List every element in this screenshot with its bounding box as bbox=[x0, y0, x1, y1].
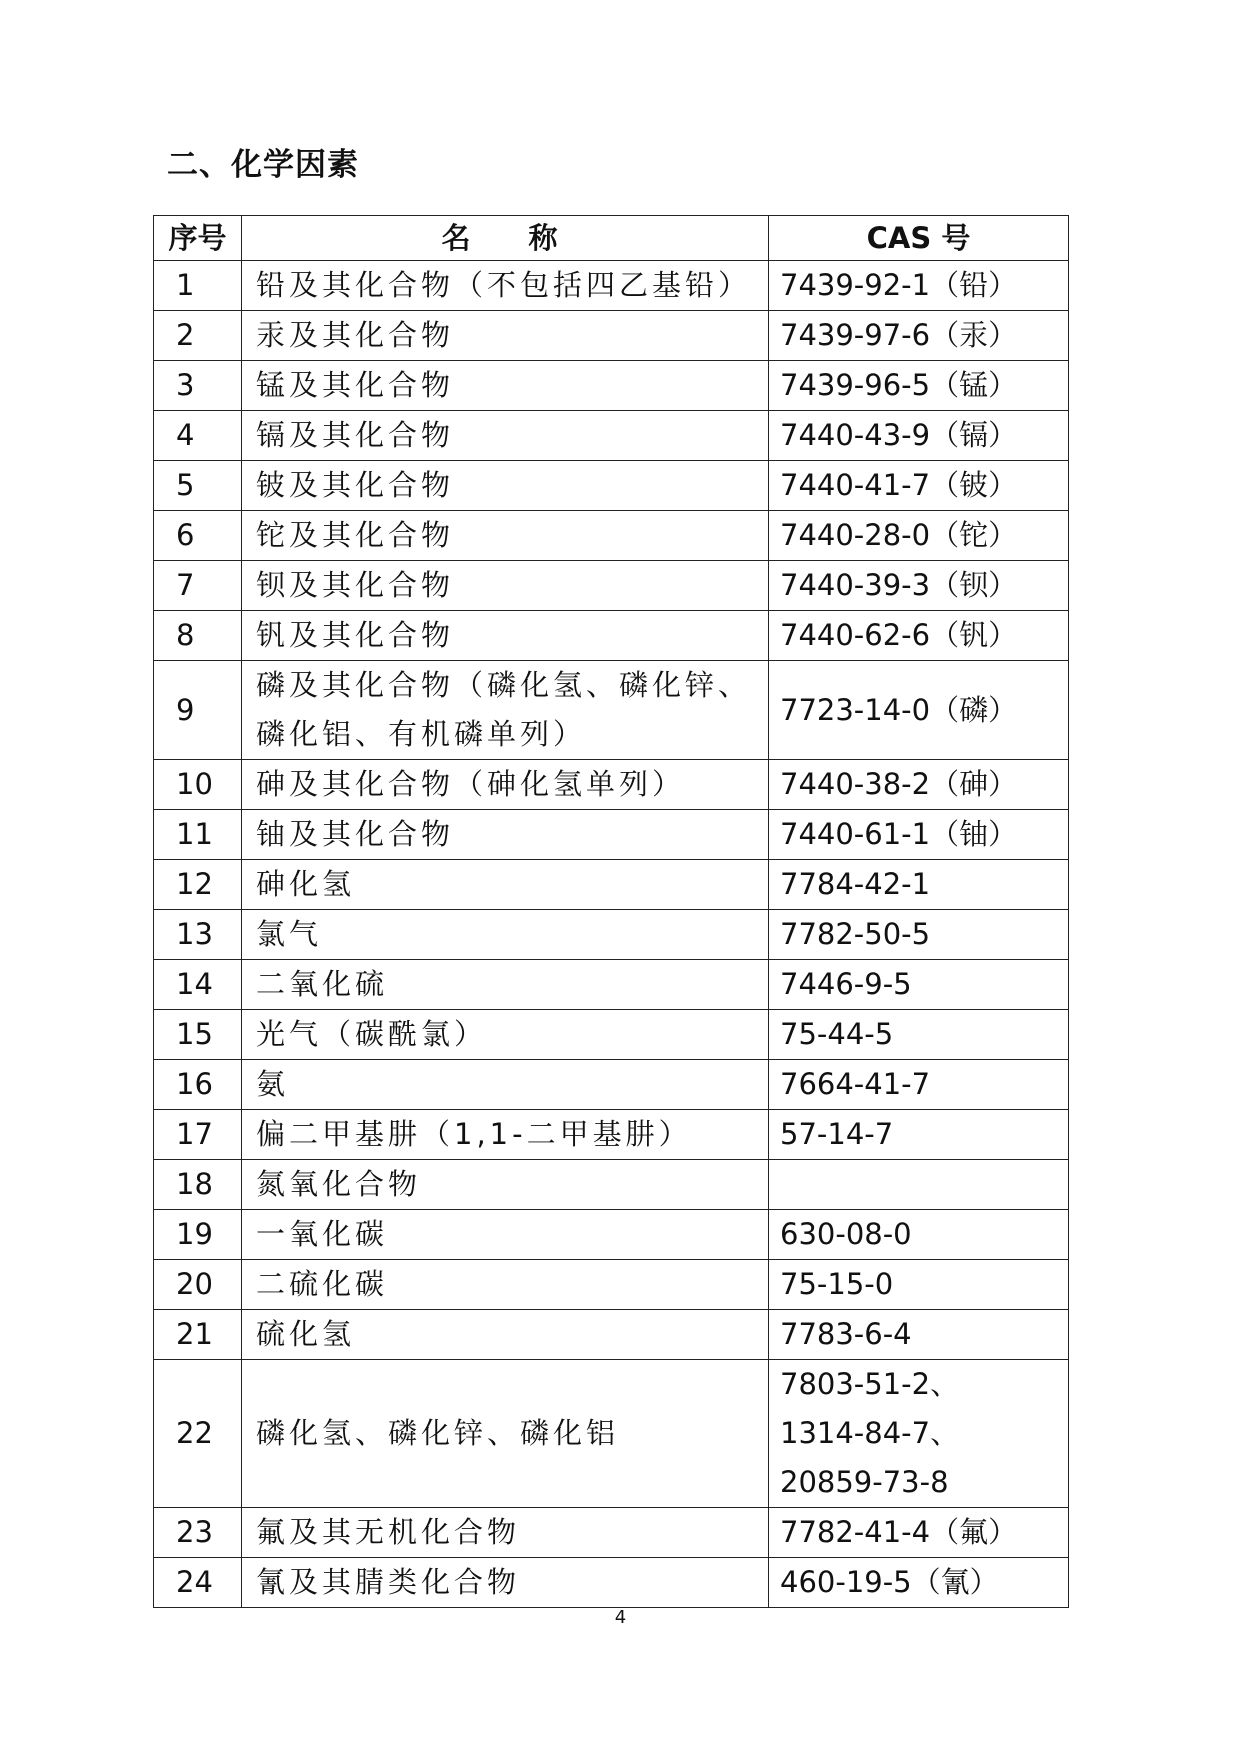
table-body bbox=[154, 261, 1069, 1608]
table-row bbox=[154, 361, 1069, 411]
cas-line: 7439-97-6（汞） bbox=[780, 318, 1018, 352]
chemical-factors-table bbox=[153, 215, 1069, 1608]
table-row bbox=[154, 1310, 1069, 1360]
row-name bbox=[242, 1310, 769, 1360]
cas-line: 7440-39-3（钡） bbox=[780, 568, 1018, 602]
row-cas bbox=[769, 461, 1069, 511]
row-name bbox=[242, 461, 769, 511]
name-line: 铊及其化合物 bbox=[256, 518, 455, 552]
row-index: 10 bbox=[154, 760, 242, 810]
header-cas: CAS 号 bbox=[769, 216, 1069, 261]
cas-line: 7440-61-1（铀） bbox=[780, 817, 1018, 851]
name-line: 锰及其化合物 bbox=[256, 368, 455, 402]
row-index: 4 bbox=[154, 411, 242, 461]
row-cas bbox=[769, 611, 1069, 661]
table-row bbox=[154, 1010, 1069, 1060]
row-index: 15 bbox=[154, 1010, 242, 1060]
row-cas bbox=[769, 1310, 1069, 1360]
row-cas bbox=[769, 361, 1069, 411]
cas-line: 7784-42-1 bbox=[780, 867, 931, 901]
row-name bbox=[242, 910, 769, 960]
cas-line bbox=[780, 1160, 1057, 1209]
name-line: 二氧化硫 bbox=[256, 967, 389, 1001]
row-name bbox=[242, 1010, 769, 1060]
row-cas bbox=[769, 1160, 1069, 1210]
name-line: 光气（碳酰氯） bbox=[256, 1017, 488, 1051]
name-line: 氰及其腈类化合物 bbox=[256, 1565, 521, 1599]
section-title: 二、化学因素 bbox=[167, 147, 359, 183]
cas-line: 7440-38-2（砷） bbox=[780, 767, 1018, 801]
table-row bbox=[154, 910, 1069, 960]
table-row bbox=[154, 1260, 1069, 1310]
row-name bbox=[242, 1360, 769, 1508]
name-line: 氟及其无机化合物 bbox=[256, 1515, 521, 1549]
name-line: 铀及其化合物 bbox=[256, 817, 455, 851]
row-cas bbox=[769, 311, 1069, 361]
page-number: 4 bbox=[614, 1607, 627, 1628]
row-name bbox=[242, 261, 769, 311]
row-cas bbox=[769, 511, 1069, 561]
table-row bbox=[154, 810, 1069, 860]
table-row bbox=[154, 960, 1069, 1010]
row-index: 2 bbox=[154, 311, 242, 361]
row-cas bbox=[769, 1210, 1069, 1260]
table-row bbox=[154, 1558, 1069, 1608]
row-name bbox=[242, 1060, 769, 1110]
cas-line: 460-19-5（氰） bbox=[780, 1565, 999, 1599]
row-name bbox=[242, 1508, 769, 1558]
row-name bbox=[242, 1210, 769, 1260]
row-name bbox=[242, 611, 769, 661]
table-row bbox=[154, 1360, 1069, 1508]
row-cas bbox=[769, 1060, 1069, 1110]
cas-line: 7664-41-7 bbox=[780, 1067, 931, 1101]
name-line: 二硫化碳 bbox=[256, 1267, 389, 1301]
cas-line: 7440-62-6（钒） bbox=[780, 618, 1018, 652]
row-index: 9 bbox=[154, 661, 242, 760]
row-index: 14 bbox=[154, 960, 242, 1010]
name-line: 钡及其化合物 bbox=[256, 568, 455, 602]
row-index: 21 bbox=[154, 1310, 242, 1360]
table-row bbox=[154, 511, 1069, 561]
name-line: 偏二甲基肼（1,1-二甲基肼） bbox=[256, 1117, 692, 1151]
cas-line: 7782-50-5 bbox=[780, 917, 931, 951]
row-name bbox=[242, 311, 769, 361]
row-cas bbox=[769, 860, 1069, 910]
row-cas bbox=[769, 1260, 1069, 1310]
row-index: 5 bbox=[154, 461, 242, 511]
row-name bbox=[242, 511, 769, 561]
row-index: 3 bbox=[154, 361, 242, 411]
cas-line: 7440-43-9（镉） bbox=[780, 418, 1018, 452]
table-row bbox=[154, 611, 1069, 661]
row-cas bbox=[769, 1508, 1069, 1558]
row-index: 11 bbox=[154, 810, 242, 860]
cas-line: 630-08-0 bbox=[780, 1217, 912, 1251]
row-index: 17 bbox=[154, 1110, 242, 1160]
header-index: 序号 bbox=[154, 216, 242, 261]
cas-line: 7440-41-7（铍） bbox=[780, 468, 1018, 502]
cas-line: 75-44-5 bbox=[780, 1017, 894, 1051]
name-line: 一氧化碳 bbox=[256, 1217, 389, 1251]
row-name bbox=[242, 960, 769, 1010]
table-row bbox=[154, 311, 1069, 361]
table-row bbox=[154, 261, 1069, 311]
header-name: 名称 bbox=[242, 216, 769, 261]
row-cas bbox=[769, 661, 1069, 760]
row-name bbox=[242, 361, 769, 411]
table-row bbox=[154, 661, 1069, 760]
name-line: 氨 bbox=[256, 1067, 290, 1101]
table-row bbox=[154, 760, 1069, 810]
row-index: 23 bbox=[154, 1508, 242, 1558]
cas-line: 75-15-0 bbox=[780, 1267, 894, 1301]
table-header-row bbox=[154, 216, 1069, 261]
row-cas bbox=[769, 561, 1069, 611]
cas-line: 7723-14-0（磷） bbox=[780, 692, 1018, 727]
table-row bbox=[154, 1060, 1069, 1110]
name-line: 砷及其化合物（砷化氢单列） bbox=[256, 767, 686, 801]
row-cas bbox=[769, 910, 1069, 960]
name-line: 氮氧化合物 bbox=[256, 1167, 422, 1201]
name-line: 铍及其化合物 bbox=[256, 468, 455, 502]
name-line: 汞及其化合物 bbox=[256, 318, 455, 352]
table-row bbox=[154, 860, 1069, 910]
row-cas bbox=[769, 1558, 1069, 1608]
row-index: 22 bbox=[154, 1360, 242, 1508]
name-line: 磷及其化合物（磷化氢、磷化锌、 bbox=[256, 668, 752, 702]
row-index: 12 bbox=[154, 860, 242, 910]
table-row bbox=[154, 1210, 1069, 1260]
row-index: 1 bbox=[154, 261, 242, 311]
row-name bbox=[242, 1558, 769, 1608]
row-index: 24 bbox=[154, 1558, 242, 1608]
row-cas bbox=[769, 261, 1069, 311]
name-line: 钒及其化合物 bbox=[256, 618, 455, 652]
name-line: 砷化氢 bbox=[256, 867, 356, 901]
table-row bbox=[154, 1508, 1069, 1558]
row-index: 6 bbox=[154, 511, 242, 561]
row-index: 8 bbox=[154, 611, 242, 661]
row-cas bbox=[769, 411, 1069, 461]
cas-line: 7446-9-5 bbox=[780, 967, 912, 1001]
row-cas bbox=[769, 760, 1069, 810]
cas-line: 7783-6-4 bbox=[780, 1317, 912, 1351]
row-cas bbox=[769, 1010, 1069, 1060]
cas-line: 7439-96-5（锰） bbox=[780, 368, 1018, 402]
cas-line: 1314-84-7、 bbox=[780, 1416, 960, 1450]
cas-line: 20859-73-8 bbox=[780, 1465, 949, 1499]
name-line: 磷化氢、磷化锌、磷化铝 bbox=[256, 1416, 620, 1450]
row-name bbox=[242, 1160, 769, 1210]
table-row bbox=[154, 1110, 1069, 1160]
row-name bbox=[242, 760, 769, 810]
row-name bbox=[242, 1260, 769, 1310]
row-cas bbox=[769, 960, 1069, 1010]
row-index: 13 bbox=[154, 910, 242, 960]
table-row bbox=[154, 561, 1069, 611]
name-line: 氯气 bbox=[256, 917, 323, 951]
row-cas bbox=[769, 1360, 1069, 1508]
table-row bbox=[154, 1160, 1069, 1210]
cas-line: 7439-92-1（铅） bbox=[780, 268, 1018, 302]
table-row bbox=[154, 411, 1069, 461]
row-name bbox=[242, 860, 769, 910]
name-line: 磷化铝、有机磷单列） bbox=[256, 717, 587, 751]
row-name bbox=[242, 561, 769, 611]
row-name bbox=[242, 411, 769, 461]
name-line: 铅及其化合物（不包括四乙基铅） bbox=[256, 268, 752, 302]
row-cas bbox=[769, 810, 1069, 860]
row-index: 20 bbox=[154, 1260, 242, 1310]
cas-line: 7782-41-4（氟） bbox=[780, 1515, 1018, 1549]
name-line: 硫化氢 bbox=[256, 1317, 356, 1351]
row-cas bbox=[769, 1110, 1069, 1160]
row-index: 19 bbox=[154, 1210, 242, 1260]
cas-line: 7803-51-2、 bbox=[780, 1367, 960, 1401]
row-index: 7 bbox=[154, 561, 242, 611]
cas-line: 7440-28-0（铊） bbox=[780, 518, 1018, 552]
row-name bbox=[242, 1110, 769, 1160]
row-index: 16 bbox=[154, 1060, 242, 1110]
row-index: 18 bbox=[154, 1160, 242, 1210]
row-name bbox=[242, 661, 769, 760]
cas-line: 57-14-7 bbox=[780, 1117, 894, 1151]
table-row bbox=[154, 461, 1069, 511]
name-line: 镉及其化合物 bbox=[256, 418, 455, 452]
row-name bbox=[242, 810, 769, 860]
